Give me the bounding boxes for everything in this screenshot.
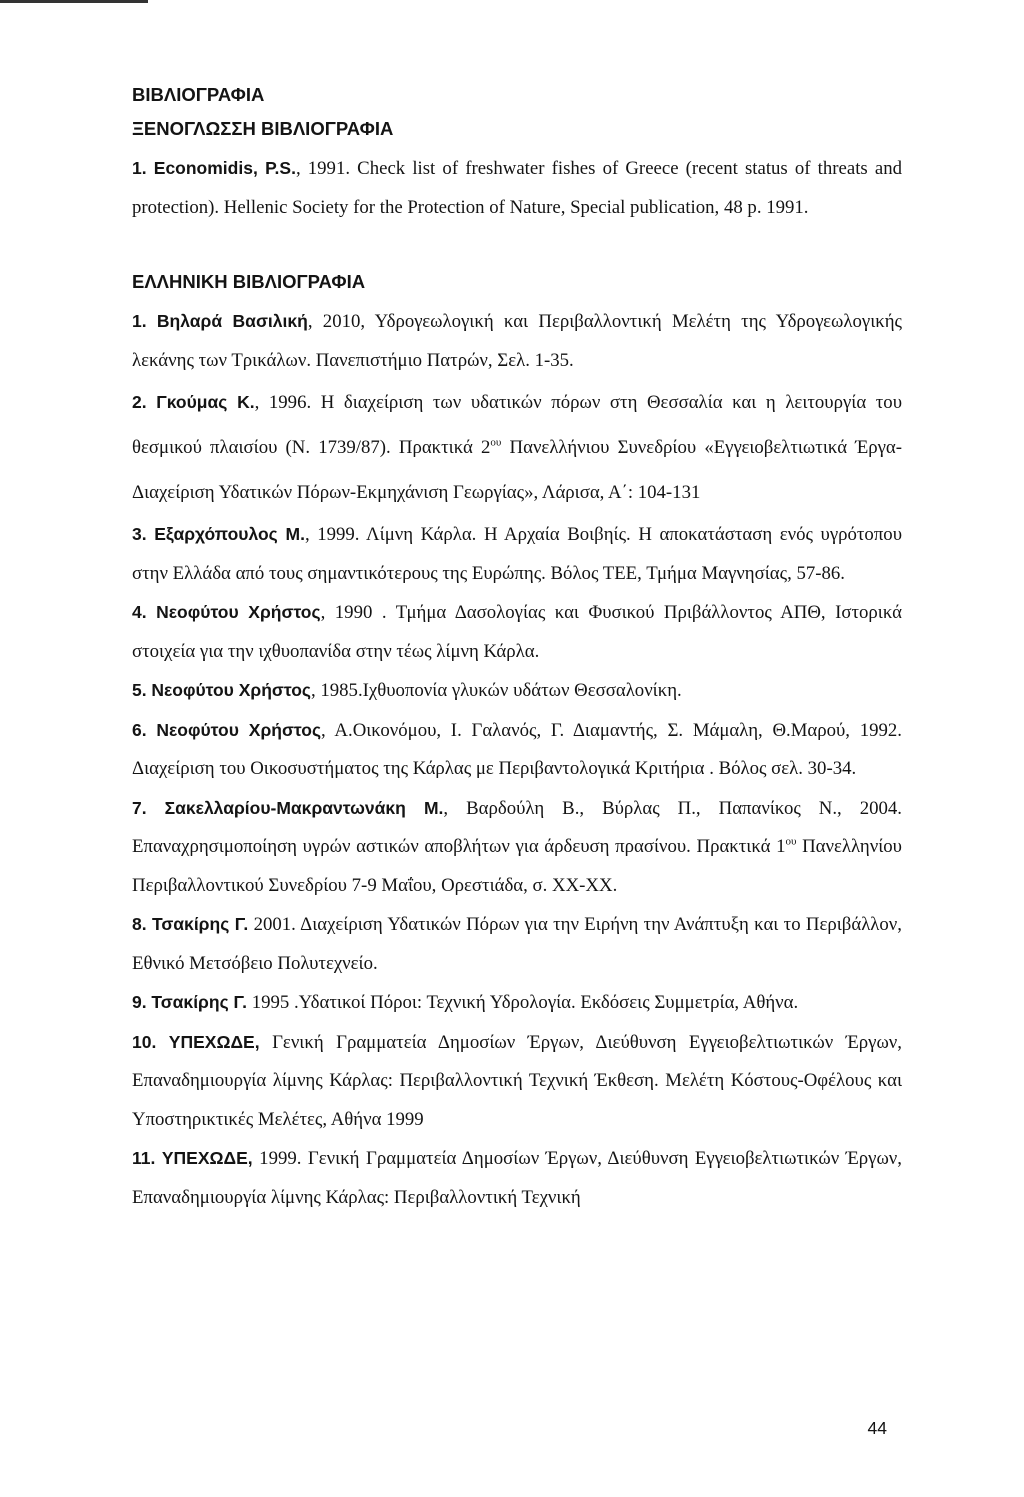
- reference-text: 2001. Διαχείριση Υδατικών Πόρων για την Ειρήνη την Ανάπτυξη και το Περιβάλλον, Εθνικό Μετσόβειο Πολυτεχνείο.: [132, 914, 902, 974]
- foreign-bibliography-heading: ΞΕΝΟΓΛΩΣΣΗ ΒΙΒΛΙΟΓΡΑΦΙΑ: [132, 118, 394, 139]
- reference-text: , 1999. Λίμνη Κάρλα. Η Αρχαία Βοιβηίς. Η αποκατάσταση ενός υγρότοπου στην Ελλάδα από τους σημαντικότερους της Ευρώπης. Βόλος ΤΕΕ, Τμήμα Μαγνησίας, 57-86.: [132, 524, 902, 584]
- reference-number: 10.: [132, 1031, 157, 1052]
- reference-item: [132, 671, 902, 711]
- reference-text: , Α.Οικονόμου, Ι. Γαλανός, Γ. Διαμαντής, Σ. Μάμαλη, Θ.Μαρού, 1992. Διαχείριση του Οικοσυστήματος της Κάρλας με Περιβαντολογικά Κριτήρια . Βόλος σελ. 30-34.: [132, 719, 902, 779]
- reference-authors: Νεοφύτου Χρήστος: [151, 680, 311, 700]
- reference-item: [132, 1139, 902, 1217]
- reference-authors: Νεοφύτου Χρήστος: [156, 719, 322, 740]
- page-title: ΒΙΒΛΙΟΓΡΑΦΙΑ: [132, 84, 265, 105]
- reference-authors: Τσακίρης Γ.: [151, 914, 249, 934]
- reference-authors: Τσακίρης Γ.: [151, 992, 247, 1012]
- reference-text: , 2010, Υδρογεωλογική και Περιβαλλοντική Μελέτη της Υδρογεωλογικής λεκάνης των Τρικάλων. Πανεπιστήμιο Πατρών, Σελ. 1-35.: [132, 311, 902, 371]
- reference-text: 1999. Γενική Γραμματεία Δημοσίων Έργων, Διεύθυνση Εγγειοβελτιωτικών Έργων, Επαναδημιουργία λίμνης Κάρλας: Περιβαλλοντική Τεχνική: [132, 1148, 902, 1208]
- reference-authors: Σακελλαρίου-Μακραντωνάκη Μ.: [164, 797, 444, 818]
- reference-number: 9.: [132, 992, 147, 1012]
- reference-number: 1.: [132, 158, 147, 178]
- reference-text-continued: Πανελληνίου Περιβαλλοντικού Συνεδρίου 7-9 Μαΐου, Ορεστιάδα, σ. ΧΧ-ΧΧ.: [132, 836, 902, 896]
- reference-item: [132, 149, 902, 227]
- reference-authors: Economidis, P.S.: [153, 158, 296, 178]
- reference-authors: Νεοφύτου Χρήστος: [156, 602, 321, 622]
- reference-number: 8.: [132, 914, 147, 934]
- reference-number: 7.: [132, 797, 147, 818]
- document-page: [132, 84, 902, 1217]
- reference-text: , 1991. Check list of freshwater fishes of Greece (recent status of threats and protection). Hellenic Society for the Protection of Nature, Special publication, 48 p. 1991.: [132, 158, 902, 218]
- reference-item: [132, 711, 902, 789]
- ordinal-superscript: ου: [490, 436, 502, 449]
- reference-number: 1.: [132, 311, 147, 331]
- top-rule: [0, 0, 148, 3]
- ordinal-superscript: ου: [785, 835, 797, 848]
- reference-text: , 1990 . Τμήμα Δασολογίας και Φυσικού Πριβάλλοντος ΑΠΘ, Ιστορικά στοιχεία για την ιχθυοπανίδα στην τέως λίμνη Κάρλα.: [132, 602, 902, 662]
- reference-authors: Βηλαρά Βασιλική: [156, 311, 308, 331]
- greek-bibliography-heading: ΕΛΛΗΝΙΚΗ ΒΙΒΛΙΟΓΡΑΦΙΑ: [132, 271, 366, 292]
- reference-number: 11.: [132, 1148, 156, 1168]
- reference-item: [132, 302, 902, 380]
- reference-authors: ΥΠΕΧΩΔΕ,: [168, 1031, 260, 1052]
- reference-text: 1995 .Υδατικοί Πόροι: Τεχνική Υδρολογία. Εκδόσεις Συμμετρία, Αθήνα.: [247, 992, 799, 1013]
- reference-item: [132, 1023, 902, 1140]
- reference-text: Γενική Γραμματεία Δημοσίων Έργων, Διεύθυνση Εγγειοβελτιωτικών Έργων, Επαναδημιουργία λίμνης Κάρλας: Περιβαλλοντική Τεχνική Έκθεση. Μελέτη Κόστους-Οφέλους και Υποστηρικτικές Μελέτες, Αθήνα 1999: [132, 1031, 902, 1130]
- reference-number: 6.: [132, 719, 147, 740]
- reference-item: [132, 380, 902, 515]
- reference-authors: ΥΠΕΧΩΔΕ,: [161, 1148, 253, 1168]
- reference-authors: Εξαρχόπουλος Μ.: [154, 524, 305, 544]
- reference-item: [132, 905, 902, 983]
- reference-item: [132, 515, 902, 593]
- reference-number: 3.: [132, 524, 147, 544]
- reference-text: , Βαρδούλη Β., Βύρλας Π., Παπανίκος Ν., 2004. Επαναχρησιμοποίηση υγρών αστικών αποβλήτων για άρδευση πρασίνου. Πρακτικά 1: [132, 797, 903, 857]
- reference-item: [132, 593, 902, 671]
- reference-number: 2.: [132, 392, 147, 412]
- reference-number: 5.: [132, 680, 147, 700]
- page-number: 44: [867, 1418, 887, 1438]
- reference-number: 4.: [132, 602, 147, 622]
- reference-text: , 1996. Η διαχείριση των υδατικών πόρων στη Θεσσαλία και η λειτουργία του θεσμικού πλαισίου (Ν. 1739/87). Πρακτικά 2: [132, 392, 902, 458]
- reference-authors: Γκούμας Κ.: [156, 392, 255, 412]
- reference-text-continued: Πανελλήνιου Συνεδρίου «Εγγειοβελτιωτικά Έργα-Διαχείριση Υδατικών Πόρων-Εκμηχάνιση Γεωργίας», Λάρισα, Α΄: 104-131: [132, 437, 902, 503]
- reference-text: , 1985.Ιχθυοπονία γλυκών υδάτων Θεσσαλονίκη.: [310, 680, 682, 701]
- reference-item: [132, 789, 902, 906]
- reference-item: [132, 983, 902, 1023]
